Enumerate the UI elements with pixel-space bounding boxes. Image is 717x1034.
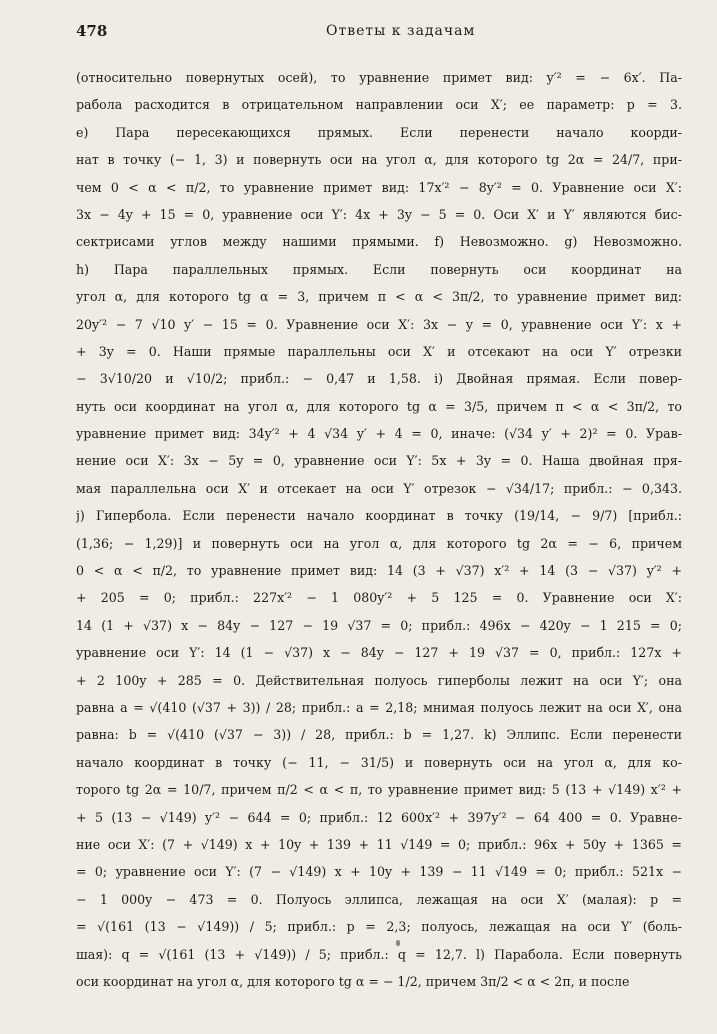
text-line: ние оси X′: (7 + √149) x + 10y + 139 + 11 √149 = 0; прибл.: 96x + 50y + 1365 = bbox=[76, 836, 682, 852]
text-line: нат в точку (− 1, 3) и повернуть оси на угол α, для которого tg 2α = 24/7, при- bbox=[76, 152, 682, 168]
text-line: мая параллельна оси X′ и отсекает на оси Y′ отрезок − √34/17; прибл.: − 0,343. bbox=[76, 480, 682, 496]
page-header bbox=[76, 22, 686, 46]
text-line: + 2 100y + 285 = 0. Действительная полуось гиперболы лежит на оси Y′; она bbox=[76, 672, 682, 688]
text-line: − 1 000y − 473 = 0. Полуось эллипса, лежащая на оси X′ (малая): p = bbox=[76, 891, 682, 907]
text-line: начало координат в точку (− 11, − 31/5) и повернуть оси на угол α, для ко- bbox=[76, 754, 682, 770]
text-line: сектрисами углов между нашими прямыми. f) Невозможно. g) Невозможно. bbox=[76, 234, 682, 250]
text-line: чем 0 < α < π/2, то уравнение примет вид: 17x′² − 8y′² = 0. Уравнение оси X′: bbox=[76, 179, 682, 195]
text-line: 0 < α < π/2, то уравнение примет вид: 14 (3 + √37) x′² + 14 (3 − √37) y′² + bbox=[76, 563, 682, 579]
text-line: + 5 (13 − √149) y′² − 644 = 0; прибл.: 12 600x′² + 397y′² − 64 400 = 0. Уравне- bbox=[76, 809, 682, 825]
text-line: равна: b = √(410 (√37 − 3)) / 28, прибл.: b = 1,27. k) Эллипс. Если перенести bbox=[76, 727, 682, 743]
text-line: оси координат на угол α, для которого tg α = − 1/2, причем 3π/2 < α < 2π, и после bbox=[76, 973, 630, 989]
text-line: (1,36; − 1,29)] и повернуть оси на угол α, для которого tg 2α = − 6, причем bbox=[76, 535, 682, 551]
text-line: = √(161 (13 − √149)) / 5; прибл.: p = 2,3; полуось, лежащая на оси Y′ (боль- bbox=[76, 919, 682, 935]
answers-text bbox=[76, 64, 682, 995]
text-line: 3x − 4y + 15 = 0, уравнение оси Y′: 4x + 3y − 5 = 0. Оси X′ и Y′ являются бис- bbox=[76, 206, 682, 222]
text-line: 20y′² − 7 √10 y′ − 15 = 0. Уравнение оси X′: 3x − y = 0, уравнение оси Y′: x + bbox=[76, 316, 682, 332]
text-line: (относительно повернутых осей), то уравнение примет вид: y′² = − 6x′. Па- bbox=[76, 70, 682, 85]
text-line: торого tg 2α = 10/7, причем π/2 < α < π, то уравнение примет вид: 5 (13 + √149) x′² + bbox=[76, 782, 682, 798]
text-line: h) Пара параллельных прямых. Если повернуть оси координат на bbox=[76, 261, 682, 277]
page-number: 478 bbox=[76, 22, 108, 40]
running-head: Ответы к задачам bbox=[326, 23, 476, 39]
text-line: нение оси X′: 3x − 5y = 0, уравнение оси Y′: 5x + 3y = 0. Наша двойная пря- bbox=[76, 453, 682, 469]
text-line: 14 (1 + √37) x − 84y − 127 − 19 √37 = 0; прибл.: 496x − 420y − 1 215 = 0; bbox=[76, 617, 682, 633]
text-line: e) Пара пересекающихся прямых. Если перенести начало коорди- bbox=[76, 124, 682, 140]
text-line: нуть оси координат на угол α, для которого tg α = 3/5, причем π < α < 3π/2, то bbox=[76, 398, 682, 414]
text-line: угол α, для которого tg α = 3, причем π < α < 3π/2, то уравнение примет вид: bbox=[76, 289, 682, 305]
text-line: равна a = √(410 (√37 + 3)) / 28; прибл.: a = 2,18; мнимая полуось лежит на оси X′, она bbox=[76, 699, 682, 715]
text-line: уравнение оси Y′: 14 (1 − √37) x − 84y − 127 + 19 √37 = 0, прибл.: 127x + bbox=[76, 645, 682, 661]
text-line: = 0; уравнение оси Y′: (7 − √149) x + 10y + 139 − 11 √149 = 0; прибл.: 521x − bbox=[76, 864, 682, 880]
text-line: рабола расходится в отрицательном направлении оси X′; ее параметр: p = 3. bbox=[76, 97, 682, 113]
text-line: уравнение примет вид: 34y′² + 4 √34 y′ + 4 = 0, иначе: (√34 y′ + 2)² = 0. Урав- bbox=[76, 426, 682, 442]
text-line: + 3y = 0. Наши прямые параллельны оси X′ и отсекают на оси Y′ отрезки bbox=[76, 343, 682, 359]
print-speck bbox=[396, 940, 400, 946]
text-line: j) Гипербола. Если перенести начало координат в точку (19/14, − 9/7) [прибл.: bbox=[76, 508, 682, 524]
text-line: + 205 = 0; прибл.: 227x′² − 1 080y′² + 5 125 = 0. Уравнение оси X′: bbox=[76, 590, 682, 606]
text-line: − 3√10/20 и √10/2; прибл.: − 0,47 и 1,58. i) Двойная прямая. Если повер- bbox=[76, 371, 682, 387]
text-line: шая): q = √(161 (13 + √149)) / 5; прибл.: q = 12,7. l) Парабола. Если повернуть bbox=[76, 946, 682, 962]
